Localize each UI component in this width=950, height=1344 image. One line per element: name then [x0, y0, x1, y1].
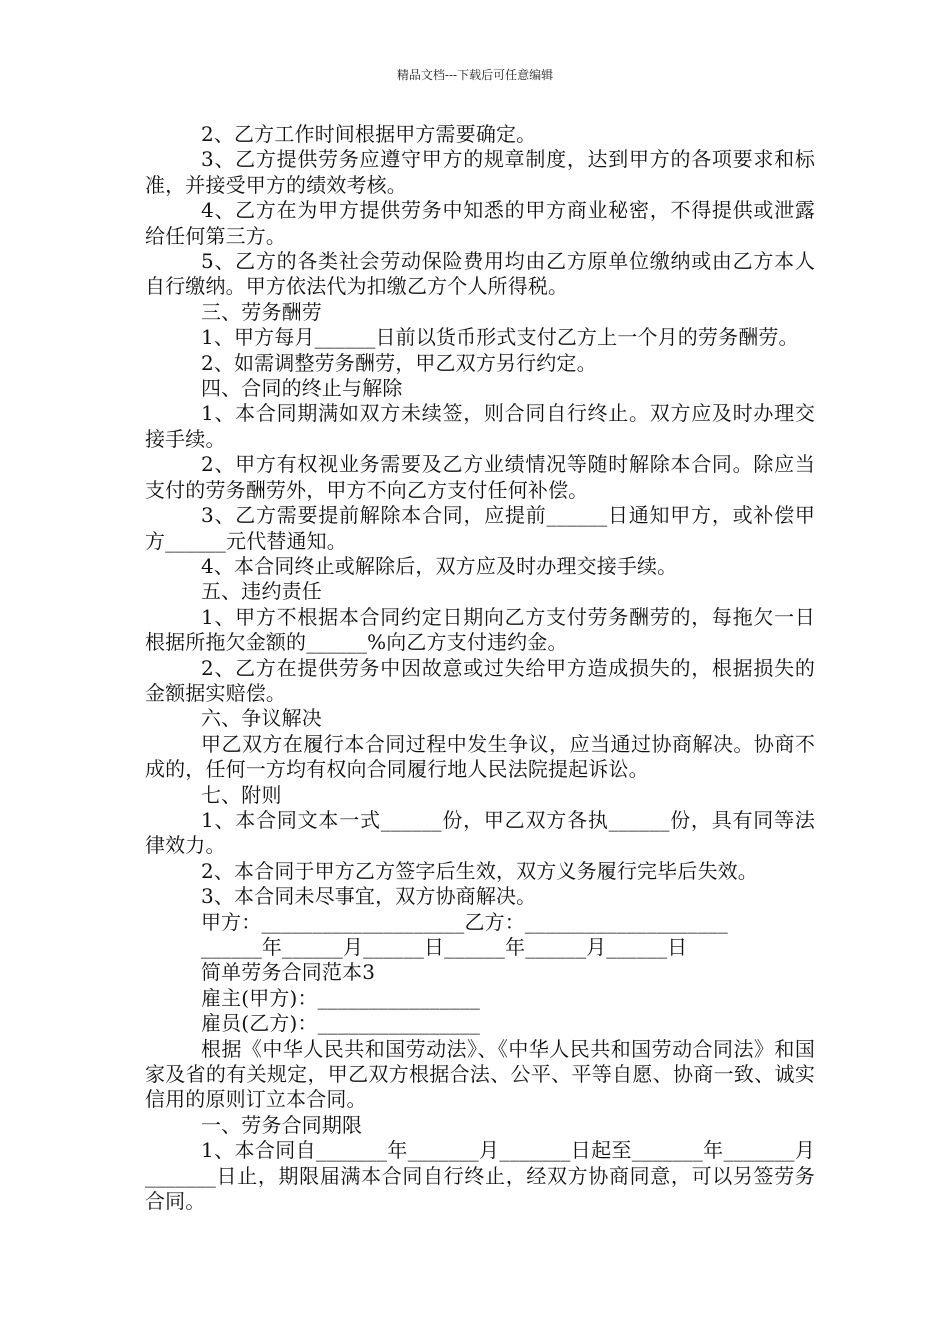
clause-handover: 4、本合同终止或解除后，双方应及时办理交接手续。	[201, 553, 678, 578]
clause-party-b-terminate: 3、乙方需要提前解除本合同，应提前______日通知甲方，或补偿甲方______元代替通知。	[145, 503, 815, 553]
clause-secrets: 4、乙方在为甲方提供劳务中知悉的甲方商业秘密，不得提供或泄露给任何第三方。	[145, 198, 815, 248]
section-heading-remuneration: 三、劳务酬劳	[201, 299, 322, 324]
section-heading-term: 一、劳务合同期限	[201, 1112, 363, 1137]
contract-3-title: 简单劳务合同范本3	[201, 960, 376, 985]
clause-dispute: 甲乙双方在履行本合同过程中发生争议，应当通过协商解决。协商不成的，任何一方均有权向合同履行地人民法院提起诉讼。	[145, 731, 815, 782]
clause-damages: 2、乙方在提供劳务中因故意或过失给甲方造成损失的，根据损失的金额据实赔偿。	[145, 655, 815, 705]
clause-expiry: 1、本合同期满如双方未续签，则合同自行终止。双方应及时办理交接手续。	[145, 401, 815, 451]
section-heading-termination: 四、合同的终止与解除	[201, 376, 403, 401]
employer-line: 雇主(甲方)：________________	[201, 985, 481, 1010]
page-header: 精品文档---下载后可任意编辑	[396, 68, 554, 82]
clause-insurance: 5、乙方的各类社会劳动保险费用均由乙方原单位缴纳或由乙方本人自行缴纳。甲方依法代为扣缴乙方个人所得税。	[145, 249, 815, 299]
clause-unresolved: 3、本合同未尽事宜，双方协商解决。	[201, 884, 537, 909]
clause-rules: 3、乙方提供劳务应遵守甲方的规章制度，达到甲方的各项要求和标准，并接受甲方的绩效考核。	[145, 147, 815, 197]
signature-parties: 甲方：____________________乙方：____________________	[201, 909, 728, 934]
clause-adjust-pay: 2、如需调整劳务酬劳，甲乙双方另行约定。	[201, 350, 597, 375]
section-heading-dispute: 六、争议解决	[201, 706, 322, 731]
clause-copies: 1、本合同文本一式______份，甲乙双方各执______份，具有同等法律效力。	[145, 807, 815, 858]
employee-line: 雇员(乙方)：________________	[201, 1011, 481, 1036]
contract-3-intro: 根据《中华人民共和国劳动法》、《中华人民共和国劳动合同法》和国家及省的有关规定，甲乙双方根据合法、公平、平等自愿、协商一致、诚实信用的原则订立本合同。	[145, 1036, 815, 1112]
clause-payment-date: 1、甲方每月______日前以货币形式支付乙方上一个月的劳务酬劳。	[201, 325, 799, 350]
clause-term: 1、本合同自_______年_______月_______日起至_______年_______月_______日止，期限届满本合同自行终止，经双方协商同意，可以另签劳务合同。	[145, 1138, 815, 1214]
section-heading-breach: 五、违约责任	[201, 579, 322, 604]
document-body	[145, 122, 815, 1214]
clause-late-payment: 1、甲方不根据本合同约定日期向乙方支付劳务酬劳的，每拖欠一日根据所拖欠金额的______%向乙方支付违约金。	[145, 604, 815, 655]
signature-dates: ______年______月______日______年______月______日	[201, 935, 688, 959]
section-heading-supplementary: 七、附则	[201, 782, 282, 807]
clause-party-a-terminate: 2、甲方有权视业务需要及乙方业绩情况等随时解除本合同。除应当支付的劳务酬劳外，甲方不向乙方支付任何补偿。	[145, 452, 815, 502]
clause-work-time: 2、乙方工作时间根据甲方需要确定。	[201, 122, 537, 146]
clause-effect: 2、本合同于甲方乙方签字后生效，双方义务履行完毕后失效。	[201, 858, 758, 883]
